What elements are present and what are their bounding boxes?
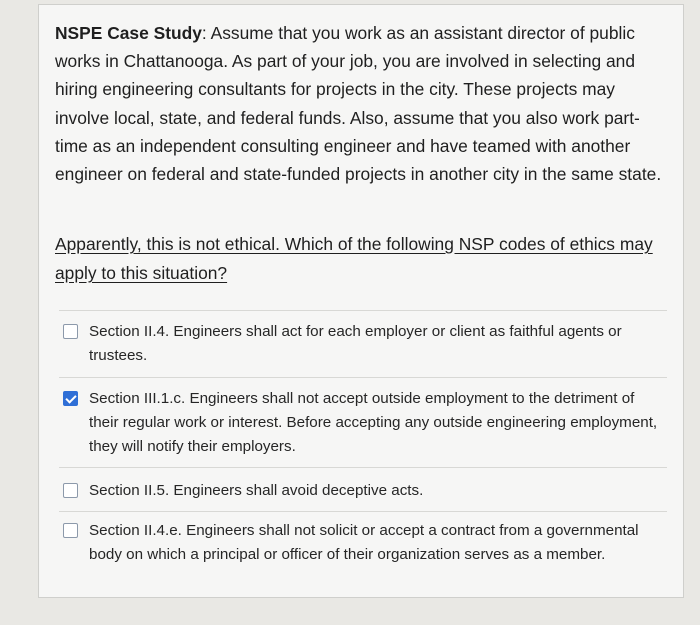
option-2-label: Section III.1.c. Engineers shall not accept outside employment to the detriment of their regular work or interest. Before accepting any outside engineering employment, they will notify their employers. — [89, 390, 658, 455]
question-card — [38, 4, 684, 598]
option-1-label: Section II.4. Engineers shall act for each employer or client as faithful agents or trustees. — [89, 323, 622, 364]
divider — [59, 511, 667, 512]
answer-option-1[interactable] — [63, 320, 663, 368]
checkbox-option-2[interactable] — [63, 391, 78, 406]
checkbox-option-1[interactable] — [63, 324, 78, 339]
case-study-body: : Assume that you work as an assistant director of public works in Chattanooga. As part of your job, you are involved in selecting and hiring engineering consultants for projects in the city. These projects may involve local, state, and federal funds. Also, assume that you also work part-time as an independent consulting engineer and have teamed with another engineer on federal and state-funded projects in another city in the same state. — [55, 23, 662, 185]
case-study-text — [55, 19, 667, 188]
divider — [59, 310, 667, 311]
option-3-label: Section II.5. Engineers shall avoid deceptive acts. — [89, 482, 424, 499]
case-study-title: NSPE Case Study — [55, 23, 202, 43]
answer-option-3[interactable] — [63, 479, 663, 503]
checkbox-option-3[interactable] — [63, 483, 78, 498]
option-4-label: Section II.4.e. Engineers shall not solicit or accept a contract from a governmental body on which a principal or officer of their organization serves as a member. — [89, 522, 639, 563]
checkbox-option-4[interactable] — [63, 523, 78, 538]
answer-option-2[interactable] — [63, 387, 663, 459]
divider — [59, 467, 667, 468]
answer-option-4[interactable] — [63, 519, 663, 567]
question-prompt: Apparently, this is not ethical. Which of the following NSP codes of ethics may apply to this situation? — [55, 234, 653, 283]
divider — [59, 377, 667, 378]
